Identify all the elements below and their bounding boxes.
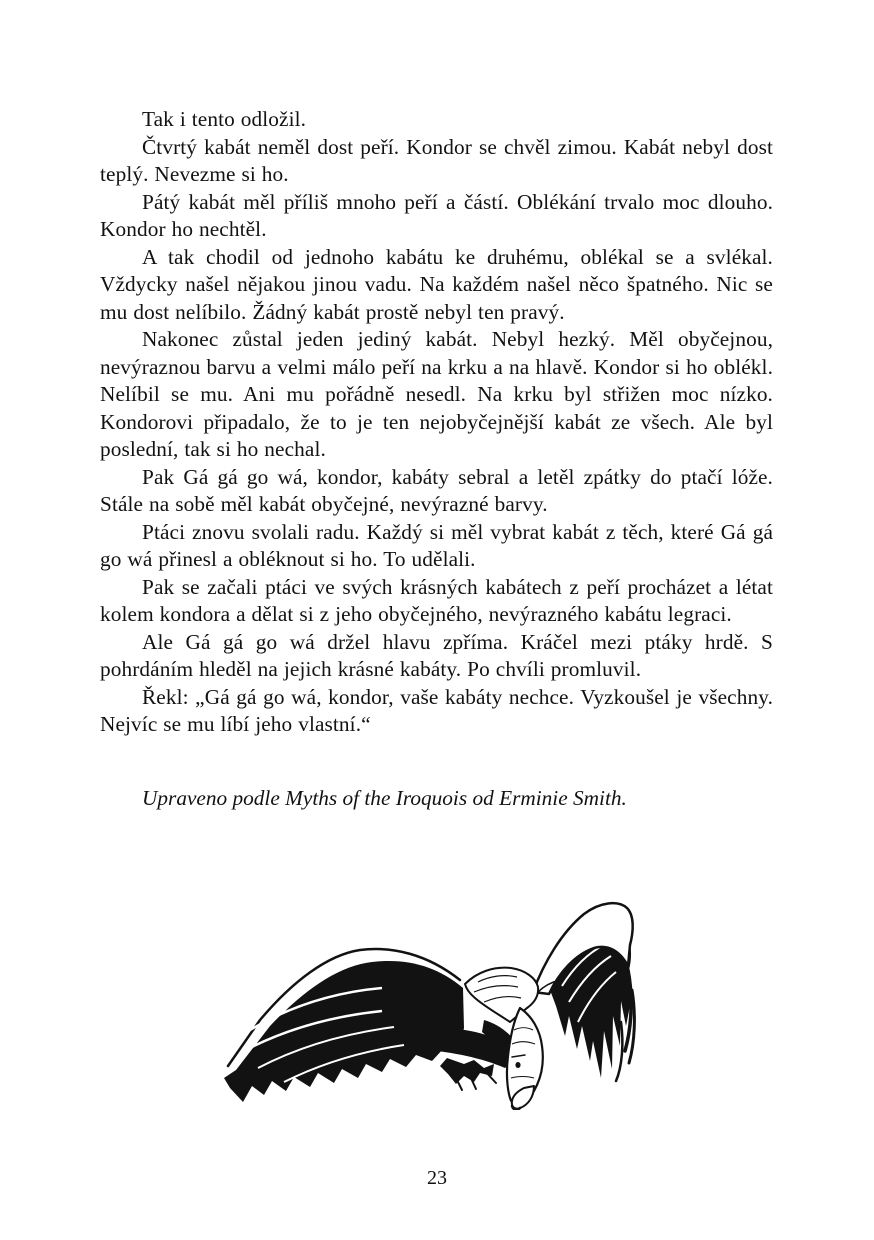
attribution-line: Upraveno podle Myths of the Iroquois od Erminie Smith. xyxy=(142,785,627,810)
story-paragraph: Ptáci znovu svolali radu. Každý si měl vybrat kabát z těch, které Gá gá go wá přinesl a obléknout si ho. To udělali. xyxy=(100,519,773,571)
story-paragraph: Pak se začali ptáci ve svých krásných kabátech z peří procházet a létat kolem kondora a dělat si z jeho obyčejného, nevýrazného kabátu legraci. xyxy=(100,574,773,626)
story-paragraph: A tak chodil od jednoho kabátu ke druhému, oblékal se a svlékal. Vždycky našel nějakou jinou vadu. Na každém našel něco špatného. Nic se mu dost nelíbilo. Žádný kabát prostě nebyl ten pravý. xyxy=(100,244,773,324)
condor-illustration xyxy=(222,898,637,1110)
story-paragraph: Řekl: „Gá gá go wá, kondor, vaše kabáty nechce. Vyzkoušel je všechny. Nejvíc se mu líbí jeho vlastní.“ xyxy=(100,684,773,736)
page-number: 23 xyxy=(427,1167,447,1189)
story-paragraph: Pátý kabát měl příliš mnoho peří a částí. Oblékání trvalo moc dlouho. Kondor ho nechtěl. xyxy=(100,189,773,241)
condor-illustration-svg xyxy=(222,898,637,1110)
story-paragraph: Tak i tento odložil. xyxy=(142,107,307,131)
story-paragraph: Ale Gá gá go wá držel hlavu zpříma. Kráčel mezi ptáky hrdě. S pohrdáním hleděl na jejich krásné kabáty. Po chvíli promluvil. xyxy=(100,629,773,681)
story-paragraph: Pak Gá gá go wá, kondor, kabáty sebral a letěl zpátky do ptačí lóže. Stále na sobě měl kabát obyčejné, nevýrazné barvy. xyxy=(100,464,773,516)
story-text-block xyxy=(100,106,773,812)
story-paragraph: Čtvrtý kabát neměl dost peří. Kondor se chvěl zimou. Kabát nebyl dost teplý. Nevezme si ho. xyxy=(100,134,773,186)
story-paragraph: Nakonec zůstal jeden jediný kabát. Nebyl hezký. Měl obyčejnou, nevýraznou barvu a velmi málo peří na krku a na hlavě. Kondor si ho oblékl. Nelíbil se mu. Ani mu pořádně nesedl. Na krku byl střižen moc nízko. Kondorovi připadalo, že to je ten nejobyčejnější kabát ze všech. Ale byl poslední, tak si ho nechal. xyxy=(100,327,773,461)
